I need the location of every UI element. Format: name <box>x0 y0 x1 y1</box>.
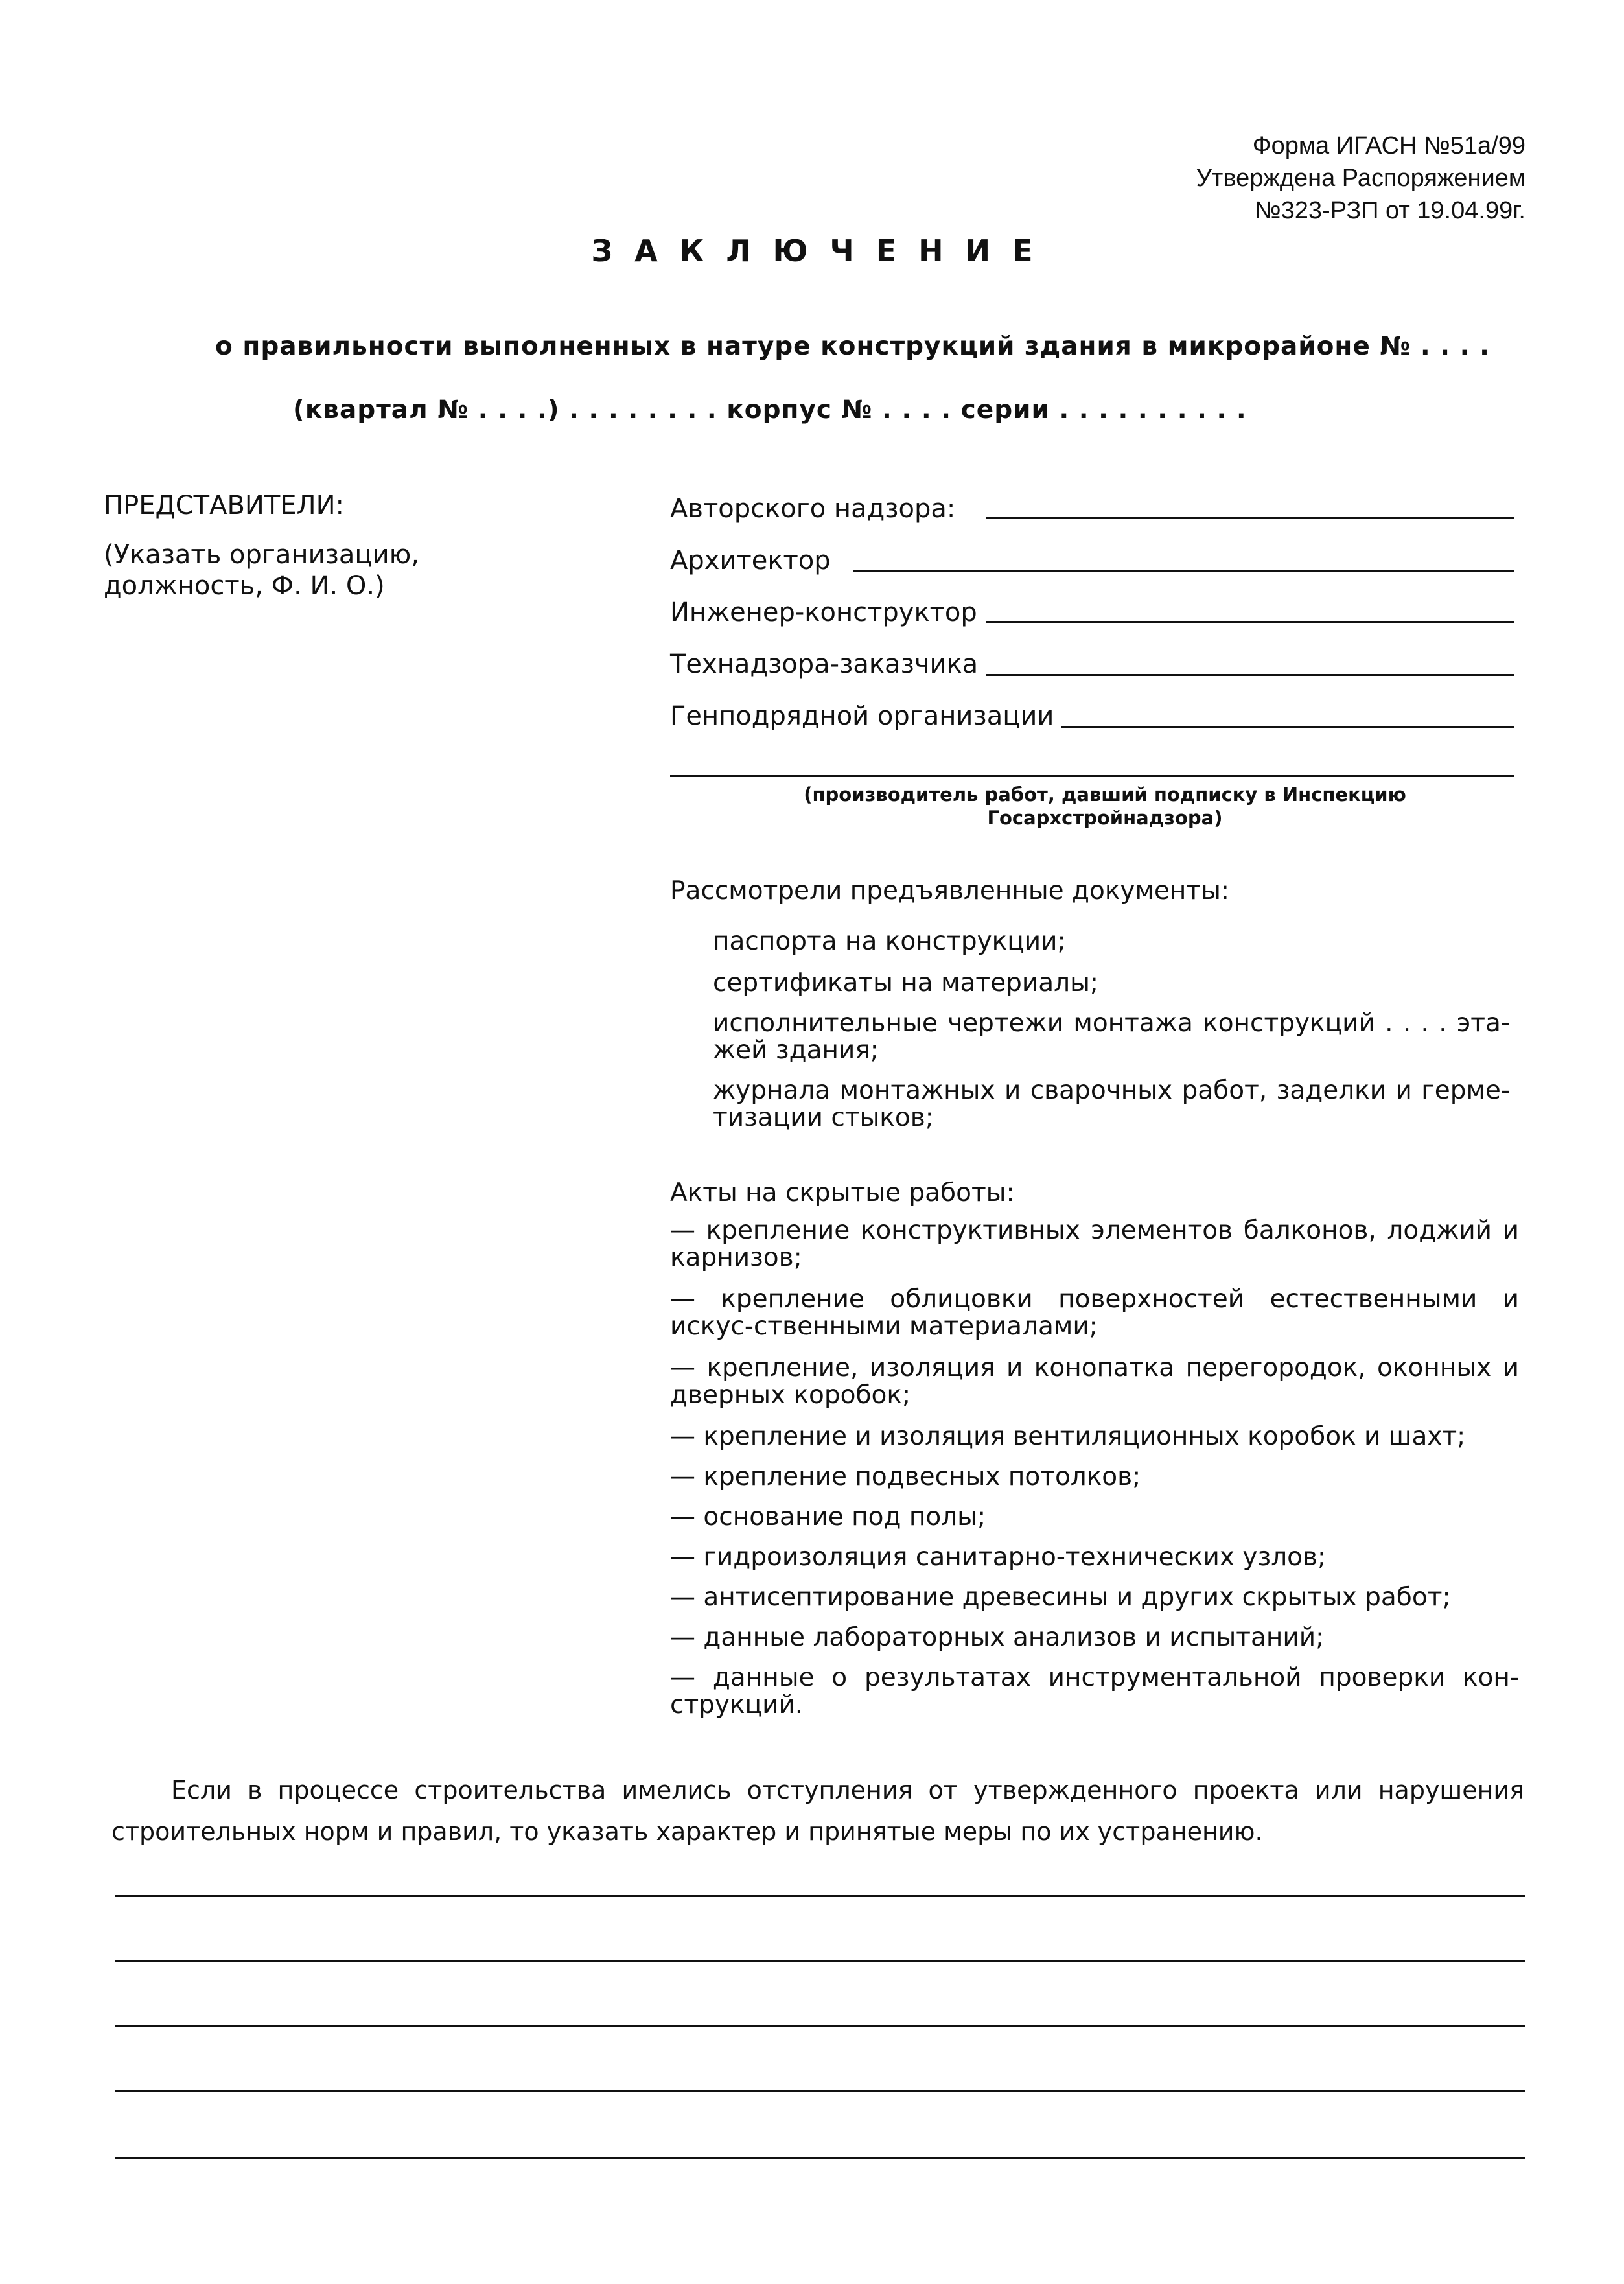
act-item: — данные лабораторных анализов и испытаний; <box>670 1623 1325 1652</box>
fill-line-2[interactable] <box>115 1960 1525 1962</box>
subtitle-line-1: о правильности выполненных в натуре конструкций здания в микрорайоне № . . . . <box>215 332 1490 361</box>
field-line-architect[interactable] <box>853 570 1514 572</box>
acts-heading: Акты на скрытые работы: <box>670 1178 1015 1207</box>
work-producer-caption <box>706 783 1503 830</box>
subtitle-line-2: (квартал № . . . .) . . . . . . . . корпус № . . . . серии . . . . . . . . . . <box>293 395 1247 425</box>
representatives-note-line-1: (Указать организацию, <box>104 540 419 570</box>
act-item: — основание под полы; <box>670 1502 986 1532</box>
form-approval: Утверждена Распоряжением <box>1196 165 1525 192</box>
representatives-note <box>104 539 467 601</box>
representatives-note-line-2: должность, Ф. И. О.) <box>104 571 385 601</box>
field-label-architect: Архитектор <box>670 546 831 576</box>
fill-line-4[interactable] <box>115 2090 1525 2092</box>
field-line-work-producer[interactable] <box>670 775 1514 777</box>
form-reference <box>1072 130 1525 227</box>
document-title: ЗАКЛЮЧЕНИЕ <box>591 233 1055 268</box>
act-item: — крепление конструктивных элементов балконов, лоджий и карнизов; <box>670 1216 1519 1272</box>
fill-line-3[interactable] <box>115 2025 1525 2027</box>
fill-line-1[interactable] <box>115 1895 1525 1897</box>
representatives-heading: ПРЕДСТАВИТЕЛИ: <box>104 491 344 520</box>
act-item: — данные о результатах инструментальной проверки кон-струкций. <box>670 1663 1519 1719</box>
act-item: — крепление облицовки поверхностей естественными и искус-ственными материалами; <box>670 1285 1519 1341</box>
act-item: — антисептирование древесины и других скрытых работ; <box>670 1583 1451 1612</box>
documents-heading: Рассмотрели предъявленные документы: <box>670 876 1230 905</box>
form-order-date: №323-РЗП от 19.04.99г. <box>1254 197 1525 224</box>
form-number: Форма ИГАСН №51а/99 <box>1252 132 1525 159</box>
field-label-general-contractor: Генподрядной организации <box>670 701 1054 731</box>
field-line-engineer[interactable] <box>986 621 1514 623</box>
document-item: сертификаты на материалы; <box>713 968 1098 997</box>
caption-line-1: (производитель работ, давший подписку в Инспекцию <box>804 784 1406 806</box>
document-item: паспорта на конструкции; <box>713 927 1066 956</box>
field-line-customer-supervision[interactable] <box>986 674 1514 676</box>
deviations-paragraph: Если в процессе строительства имелись отступления от утвержденного проекта или нарушения строительных норм и правил, то указать характер и принятые меры по их устранению. <box>111 1776 1524 1846</box>
field-line-author-supervision[interactable] <box>986 517 1514 519</box>
act-item: — крепление подвесных потолков; <box>670 1462 1141 1491</box>
field-label-customer-supervision: Технадзора-заказчика <box>670 649 979 679</box>
field-label-author-supervision: Авторского надзора: <box>670 494 956 524</box>
document-item: журнала монтажных и сварочных работ, заделки и герме-тизации стыков; <box>713 1076 1510 1132</box>
document-item: исполнительные чертежи монтажа конструкций . . . . эта-жей здания; <box>713 1008 1510 1065</box>
field-label-engineer: Инженер-конструктор <box>670 598 977 627</box>
caption-line-2: Госархстройнадзора) <box>987 807 1223 829</box>
act-item: — крепление, изоляция и конопатка перегородок, оконных и дверных коробок; <box>670 1353 1519 1410</box>
field-line-general-contractor[interactable] <box>1061 726 1514 728</box>
act-item: — гидроизоляция санитарно-технических узлов; <box>670 1543 1327 1572</box>
act-item: — крепление и изоляция вентиляционных коробок и шахт; <box>670 1422 1466 1451</box>
fill-line-5[interactable] <box>115 2157 1525 2159</box>
